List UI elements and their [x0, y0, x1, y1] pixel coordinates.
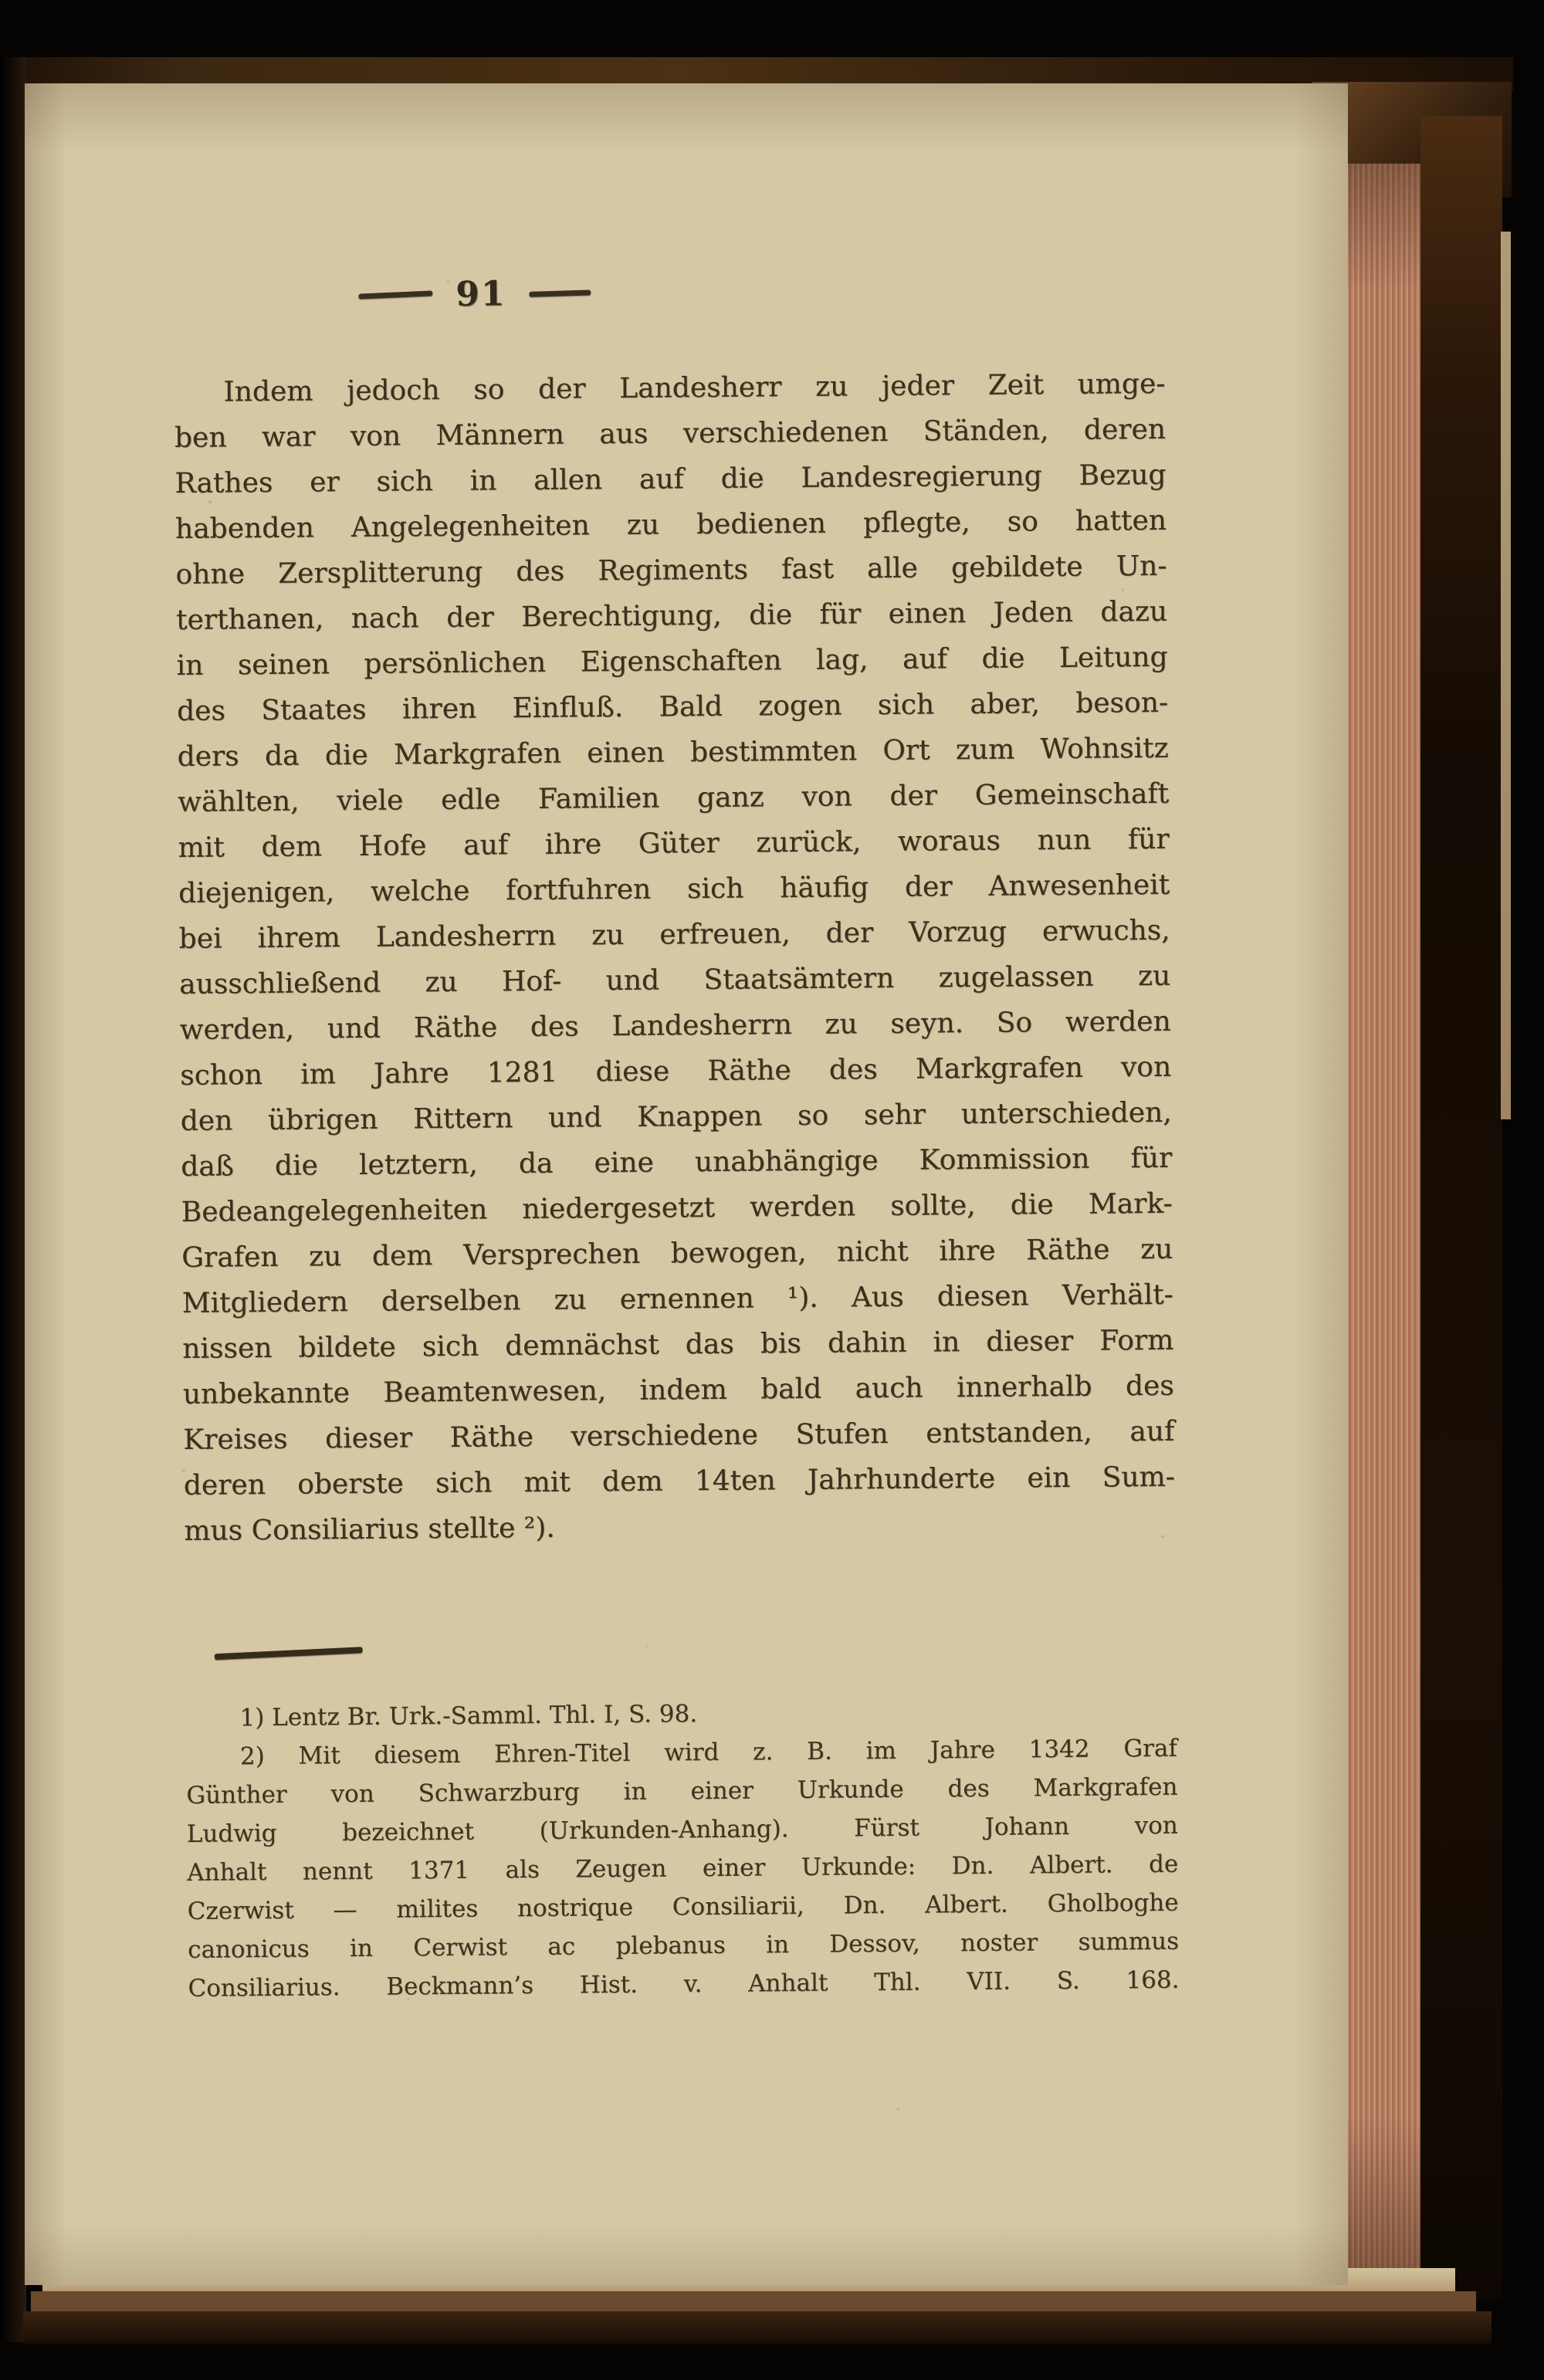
body-line: ben war von Männern aus verschiedenen Ständen, deren	[174, 413, 1166, 455]
body-line: diejenigen, welche fortfuhren sich häufig der Anwesenheit	[178, 868, 1170, 909]
body-line: in seinen persönlichen Eigenschaften lag, auf die Leitung	[176, 641, 1168, 682]
body-text	[174, 361, 1175, 1554]
body-line: wählten, viele edle Familien ganz von der Gemeinschaft	[177, 777, 1170, 818]
body-line: Indem jedoch so der Landesherr zu jeder Zeit umge-	[223, 367, 1166, 408]
body-line: schon im Jahre 1281 diese Räthe des Markgrafen von	[180, 1051, 1172, 1092]
footnote-line: canonicus in Cerwist ac plebanus in Dessov, noster summus	[187, 1927, 1180, 1964]
book-bottom-cover-shadow	[23, 2311, 1492, 2344]
body-line: unbekannte Beamtenwesen, indem bald auch innerhalb des	[182, 1369, 1174, 1410]
body-line: werden, und Räthe des Landesherrn zu seyn. So werden	[179, 1005, 1171, 1046]
footnotes	[185, 1691, 1179, 2008]
body-line: ohne Zersplitterung des Regiments fast alle gebildete Un-	[175, 550, 1167, 591]
book-cover-highlight	[1501, 232, 1511, 1119]
book-fore-edge-pages	[1347, 164, 1421, 2287]
footnote-line: 2) Mit diesem Ehren-Titel wird z. B. im Jahre 1342 Graf	[239, 1734, 1178, 1771]
page-header	[358, 273, 591, 315]
book-bottom-cover-band	[31, 2291, 1476, 2311]
body-line: terthanen, nach der Berechtigung, die für einen Jeden dazu	[175, 595, 1168, 637]
footnote-line: Anhalt nennt 1371 als Zeugen einer Urkunde: Dn. Albert. de	[187, 1850, 1179, 1887]
body-line: Kreises dieser Räthe verschiedene Stufen entstanden, auf	[183, 1415, 1175, 1456]
header-rule-left	[358, 290, 432, 299]
body-line: Bedeangelegenheiten niedergesetzt werden sollte, die Mark-	[181, 1187, 1173, 1228]
body-line: des Staates ihren Einfluß. Bald zogen sich aber, beson-	[176, 686, 1169, 727]
page-number: 91	[455, 274, 506, 314]
book-cover-right-edge	[1420, 116, 1502, 2300]
footnote-line: Consiliarius. Beckmann’s Hist. v. Anhalt Thl. VII. S. 168.	[188, 1965, 1180, 2003]
body-line: bei ihrem Landesherrn zu erfreuen, der Vorzug erwuchs,	[178, 914, 1170, 955]
body-line: ders da die Markgrafen einen bestimmten Ort zum Wohnsitz	[177, 732, 1169, 773]
body-line: mit dem Hofe auf ihre Güter zurück, woraus nun für	[178, 823, 1170, 864]
body-line: nissen bildete sich demnächst das bis dahin in dieser Form	[182, 1324, 1174, 1365]
body-line: deren oberste sich mit dem 14ten Jahrhunderte ein Sum-	[183, 1461, 1176, 1501]
body-line: ausschließend zu Hof- und Staatsämtern zugelassen zu	[179, 960, 1171, 1000]
body-line: Mitgliedern derselben zu ernennen ¹). Aus diesen Verhält-	[181, 1278, 1173, 1319]
body-line: Grafen zu dem Versprechen bewogen, nicht ihre Räthe zu	[181, 1233, 1173, 1274]
footnote-separator-rule	[215, 1647, 363, 1660]
body-line: mus Consiliarius stellte ²).	[184, 1512, 555, 1547]
body-line: daß die letztern, da eine unabhängige Kommission für	[181, 1142, 1173, 1183]
body-line: den übrigen Rittern und Knappen so sehr unterschieden,	[180, 1096, 1172, 1137]
body-line: habenden Angelegenheiten zu bedienen pflegte, so hatten	[174, 504, 1167, 546]
page-content	[17, 77, 1359, 2290]
footnote-line: Ludwig bezeichnet (Urkunden-Anhang). Fürst Johann von	[186, 1811, 1178, 1848]
footnote-line: 1) Lentz Br. Urk.-Samml. Thl. I, S. 98.	[239, 1700, 698, 1732]
footnote-line: Czerwist — milites nostrique Consiliarii, Dn. Albert. Gholboghe	[187, 1888, 1179, 1925]
footnote-line: Günther von Schwarzburg in einer Urkunde des Markgrafen	[186, 1772, 1178, 1810]
body-line: Rathes er sich in allen auf die Landesregierung Bezug	[174, 459, 1166, 500]
book-page	[25, 83, 1348, 2285]
header-rule-right	[530, 289, 591, 296]
